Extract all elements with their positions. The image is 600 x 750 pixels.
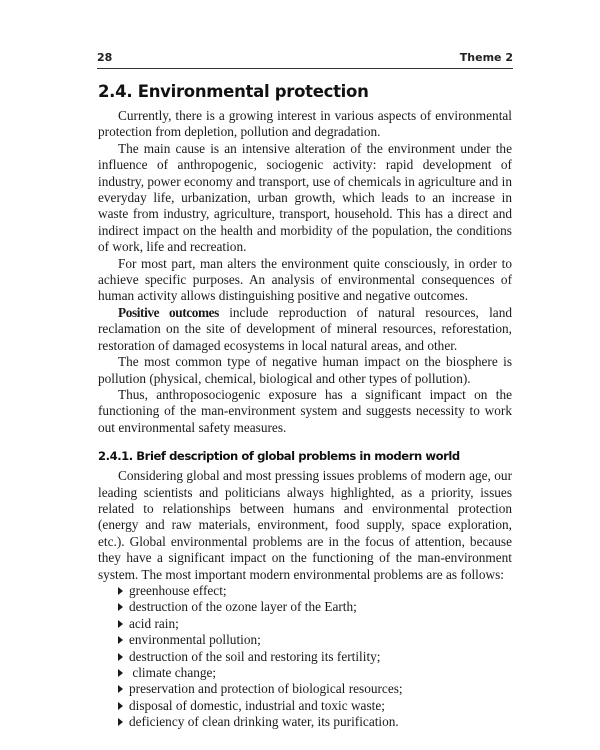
paragraph bbox=[98, 305, 512, 354]
subsection-heading: 2.4.1. Brief description of global problems in modern world bbox=[98, 449, 460, 464]
running-title: Theme 2 bbox=[459, 51, 513, 64]
list-item-text: acid rain; bbox=[129, 615, 179, 631]
bullet-arrow-icon bbox=[118, 653, 123, 661]
list-item-text: destruction of the ozone layer of the Earth; bbox=[129, 599, 357, 615]
paragraph: Currently, there is a growing interest in various aspects of environmental protection from depletion, pollution and degradation. bbox=[98, 108, 512, 140]
paragraph-text: include reproduction of natural resources, land reclamation on the site of development of mineral resources, reforestation, restoration of damaged ecosystems in local natural areas, and other. bbox=[98, 304, 512, 353]
list-item bbox=[118, 649, 512, 665]
bullet-arrow-icon bbox=[118, 702, 123, 710]
list-item-text: destruction of the soil and restoring its fertility; bbox=[129, 648, 381, 664]
list-item bbox=[118, 583, 512, 599]
list-item bbox=[118, 681, 512, 697]
list-item bbox=[118, 665, 512, 681]
list-item bbox=[118, 616, 512, 632]
paragraph: For most part, man alters the environment quite consciously, in order to achieve specific purposes. An analysis of environmental consequences of human activity allows distinguishing positive and negative outcomes. bbox=[98, 255, 512, 304]
list-item bbox=[118, 632, 512, 648]
page-body bbox=[98, 82, 512, 731]
section-heading: 2.4. Environmental protection bbox=[98, 82, 369, 101]
running-header bbox=[97, 47, 513, 65]
list-item bbox=[118, 698, 512, 714]
list-item-text: environmental pollution; bbox=[129, 632, 261, 648]
list-item bbox=[118, 599, 512, 615]
paragraph: The main cause is an intensive alteration of the environment under the influence of anthropogenic, sociogenic activity: rapid development of industry, power economy and transport, use of chemicals in agriculture and in everyday life, urbanization, urban growth, which leads to an increase in waste from industry, agriculture, transport, household. This has a direct and indirect impact on the health and morbidity of the population, the conditions of work, life and recreation. bbox=[98, 140, 512, 255]
bullet-arrow-icon bbox=[118, 718, 123, 726]
list-item-text: disposal of domestic, industrial and toxic waste; bbox=[129, 697, 385, 713]
page-number: 28 bbox=[97, 51, 113, 64]
list-item bbox=[118, 714, 512, 730]
bullet-arrow-icon bbox=[118, 685, 123, 693]
list-item-text: greenhouse effect; bbox=[129, 582, 227, 598]
list-item-text: deficiency of clean drinking water, its purification. bbox=[129, 714, 399, 730]
bullet-arrow-icon bbox=[118, 636, 123, 644]
list-item-text: preservation and protection of biological resources; bbox=[129, 681, 403, 697]
problems-list bbox=[98, 583, 512, 731]
paragraph: The most common type of negative human impact on the biosphere is pollution (physical, chemical, biological and other types of pollution). bbox=[98, 354, 512, 386]
bullet-arrow-icon bbox=[118, 620, 123, 628]
bullet-arrow-icon bbox=[118, 603, 123, 611]
bullet-arrow-icon bbox=[118, 587, 123, 595]
bold-term: Positive outcomes bbox=[118, 304, 219, 320]
paragraph: Considering global and most pressing issues problems of modern age, our leading scientists and politicians always highlighted, as a priority, issues related to relationships between humans and environmental protection (energy and raw materials, environment, food supply, space exploration, etc.). Global environmental problems are in the focus of attention, because they have a significant impact on the functioning of the man-environment system. The most important modern environmental problems are as follows: bbox=[98, 468, 512, 582]
header-divider bbox=[97, 68, 513, 69]
bullet-arrow-icon bbox=[118, 669, 123, 677]
list-item-text: climate change; bbox=[129, 665, 217, 680]
paragraph: Thus, anthroposociogenic exposure has a significant impact on the functioning of the man-environment system and suggests necessity to work out environmental safety measures. bbox=[98, 386, 512, 435]
